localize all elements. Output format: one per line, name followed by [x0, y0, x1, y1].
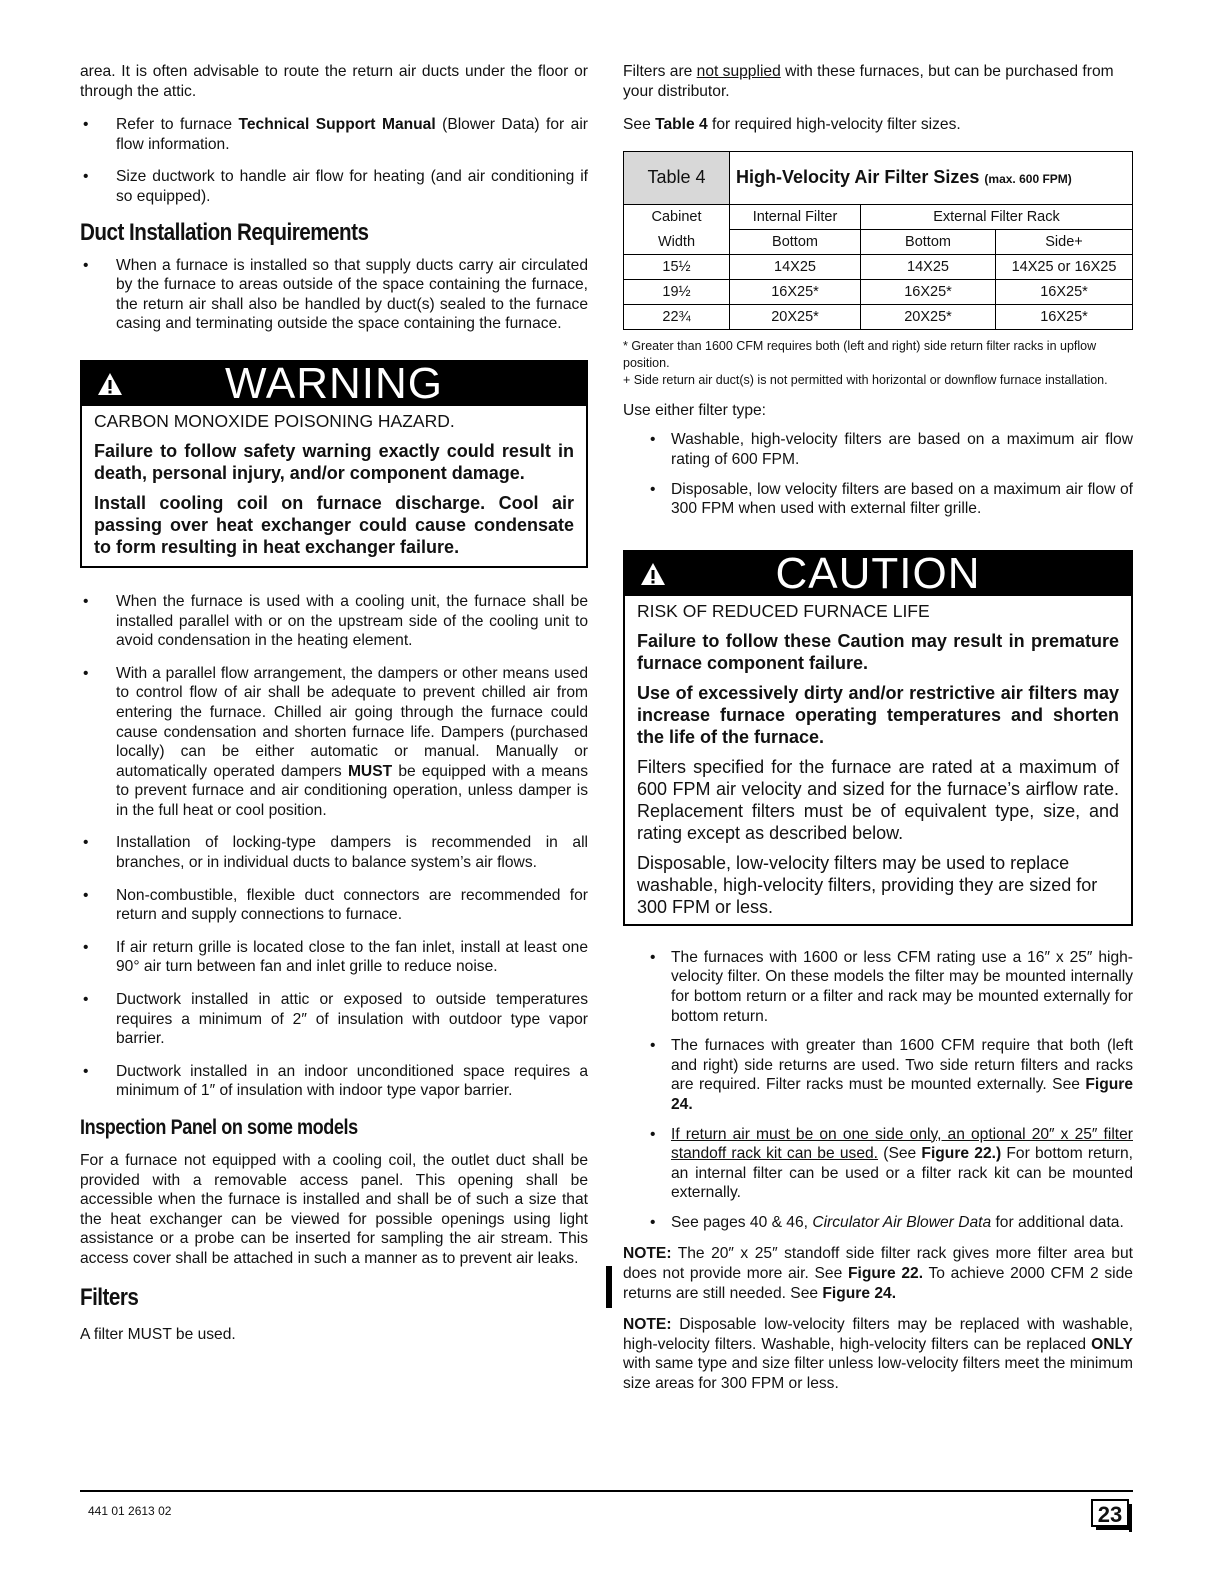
warning-box — [80, 360, 588, 568]
caution-text: Filters specified for the furnace are rated at a maximum of 600 FPM air velocity and sized for the furnace’s airflow rate. Replacement filters must be of equivalent type, size, and rating except as described below. — [637, 756, 1119, 843]
cfm-bullet-list — [623, 948, 1133, 1233]
intro-paragraph: area. It is often advisable to route the return air ducts under the floor or through the attic. — [80, 63, 588, 100]
filter-type-intro: Use either filter type: — [623, 401, 767, 419]
caution-word: CAUTION — [775, 548, 981, 598]
duct-bullet-list — [80, 256, 588, 334]
table-label: Table 4 — [624, 151, 730, 204]
list-item: • Non-combustible, flexible duct connectors are recommended for return and supply connections to furnace. — [80, 886, 588, 925]
note-paragraph: NOTE: Disposable low-velocity filters may be replaced with washable, high-velocity filters. Washable, high-velocity filters can be replaced ONLY with same type and size filter unless low-velocity filters meet the minimum size areas for 300 FPM or less. — [623, 1316, 1133, 1393]
list-item: • If air return grille is located close to the fan inlet, install at least one 90° air turn between fan and inlet grille to reduce noise. — [80, 938, 588, 977]
list-item: • Size ductwork to handle air flow for heating (and air conditioning if so equipped). — [80, 167, 588, 206]
list-item: • See pages 40 & 46, Circulator Air Blower Data for additional data. — [623, 1213, 1133, 1233]
list-item: • Ductwork installed in attic or exposed to outside temperatures requires a minimum of 2″ of insulation with outdoor type vapor barrier. — [80, 990, 588, 1049]
table-row: 22¾ 20X25* 20X25* 16X25* — [624, 304, 1133, 329]
footer-rule — [80, 1490, 1133, 1492]
table-reference: See Table 4 for required high-velocity filter sizes. — [623, 116, 961, 134]
warning-text: Failure to follow safety warning exactly could result in death, personal injury, and/or component damage. — [94, 440, 574, 483]
list-item: • Ductwork installed in an indoor unconditioned space requires a minimum of 1″ of insulation with indoor type vapor barrier. — [80, 1062, 588, 1101]
inspection-paragraph: For a furnace not equipped with a cooling coil, the outlet duct shall be provided with a removable access panel. This opening shall be accessible when the furnace is installed and shall be of such a size that the heat exchanger can be viewed for possible openings using light assistance or a probe can be inserted for sampling the air stream. This access cover shall be attached in such a manner as to prevent air leaks. — [80, 1152, 588, 1267]
list-item: • The furnaces with 1600 or less CFM rating use a 16″ x 25″ high-velocity filter. On these models the filter may be mounted internally for bottom return or a filter and rack may be mounted externally for bottom return. — [623, 948, 1133, 1026]
caution-title: RISK OF REDUCED FURNACE LIFE — [637, 600, 930, 621]
note-paragraph: NOTE: The 20″ x 25″ standoff side filter rack gives more filter area but does not provide more air. See Figure 22. To achieve 2000 CFM 2 side returns are still needed. See Figure 24. — [623, 1245, 1133, 1302]
inspection-heading: Inspection Panel on some models — [80, 1116, 358, 1139]
filters-heading: Filters — [80, 1283, 139, 1311]
filters-paragraph: A filter MUST be used. — [80, 1325, 236, 1343]
list-item: • Washable, high-velocity filters are based on a maximum air flow rating of 600 FPM. — [623, 430, 1133, 469]
top-bullet-list — [80, 115, 588, 206]
duct-heading: Duct Installation Requirements — [80, 218, 369, 246]
filter-type-list — [623, 430, 1133, 518]
list-item: • Refer to furnace Technical Support Manual (Blower Data) for air flow information. — [80, 115, 588, 154]
document-number: 441 01 2613 02 — [88, 1504, 172, 1518]
right-column — [623, 62, 1133, 1394]
list-item: • Disposable, low velocity filters are based on a maximum air flow of 300 FPM when used with external filter grille. — [623, 480, 1133, 519]
table-header: Width — [624, 229, 730, 254]
table-title: High-Velocity Air Filter Sizes (max. 600 FPM) — [730, 151, 1133, 204]
table-header: Bottom — [730, 229, 861, 254]
table-header: Internal Filter — [730, 204, 861, 229]
list-item: • The furnaces with greater than 1600 CFM require that both (left and right) side returns are used. Two side return filters and racks are required. Filter racks must be mounted externally. See Figure 24. — [623, 1036, 1133, 1114]
filter-size-table — [623, 151, 1133, 330]
duct-requirements-list — [80, 592, 588, 1101]
list-item: • Installation of locking-type dampers is recommended in all branches, or in individual ducts to balance system’s air flows. — [80, 833, 588, 872]
caution-text: Failure to follow these Caution may result in premature furnace component failure. — [637, 630, 1119, 673]
warning-header — [82, 358, 586, 408]
warning-word: WARNING — [224, 358, 444, 408]
table-footnote: + Side return air duct(s) is not permitted with horizontal or downflow furnace installation. — [623, 372, 1108, 387]
warning-title: CARBON MONOXIDE POISONING HAZARD. — [94, 410, 455, 431]
list-item: • When the furnace is used with a cooling unit, the furnace shall be installed parallel with or on the upstream side of the cooling unit to avoid condensation in the heating element. — [80, 592, 588, 651]
table-header: External Filter Rack — [861, 204, 1133, 229]
revision-bar — [606, 1266, 612, 1308]
table-row: 19½ 16X25* 16X25* 16X25* — [624, 279, 1133, 304]
table-footnotes — [623, 338, 1133, 389]
caution-text: Use of excessively dirty and/or restrictive air filters may increase furnace operating temperatures and shorten the life of the furnace. — [637, 682, 1119, 747]
caution-text: Disposable, low-velocity filters may be used to replace washable, high-velocity filters, providing they are sized for 300 FPM or less. — [637, 852, 1098, 917]
list-item: • With a parallel flow arrangement, the dampers or other means used to control flow of air shall be adequate to prevent chilled air from entering the furnace. Chilled air going through the furnace could cause condensation and shorten furnace life. Dampers (purchased locally) can be either automatic or manual. Manually or automatically operated dampers MUST be equipped with a means to prevent furnace and air conditioning operation, unless damper is in the full heat or cool position. — [80, 664, 588, 821]
table-header: Cabinet — [624, 204, 730, 229]
table-row: 15½ 14X25 14X25 14X25 or 16X25 — [624, 254, 1133, 279]
list-item: • If return air must be on one side only, an optional 20″ x 25″ filter standoff rack kit can be used. (See Figure 22.) For bottom return, an internal filter can be used or a filter rack kit can be mounted externally. — [623, 1125, 1133, 1203]
caution-box — [623, 550, 1133, 926]
page-number: 23 — [1091, 1499, 1129, 1527]
warning-text: Install cooling coil on furnace discharge. Cool air passing over heat exchanger could cause condensate to form resulting in heat exchanger failure. — [94, 492, 574, 557]
caution-header — [625, 548, 1131, 598]
table-header: Side+ — [996, 229, 1133, 254]
left-column — [80, 62, 588, 1344]
list-item: • When a furnace is installed so that supply ducts carry air circulated by the furnace to areas outside of the space containing the furnace, the return air shall also be handled by duct(s) sealed to the furnace casing and terminating outside the space containing the furnace. — [80, 256, 588, 334]
filters-availability: Filters are not supplied with these furnaces, but can be purchased from your distributor. — [623, 63, 1114, 100]
table-header: Bottom — [861, 229, 996, 254]
table-footnote: * Greater than 1600 CFM requires both (left and right) side return filter racks in upflow position. — [623, 338, 1097, 370]
